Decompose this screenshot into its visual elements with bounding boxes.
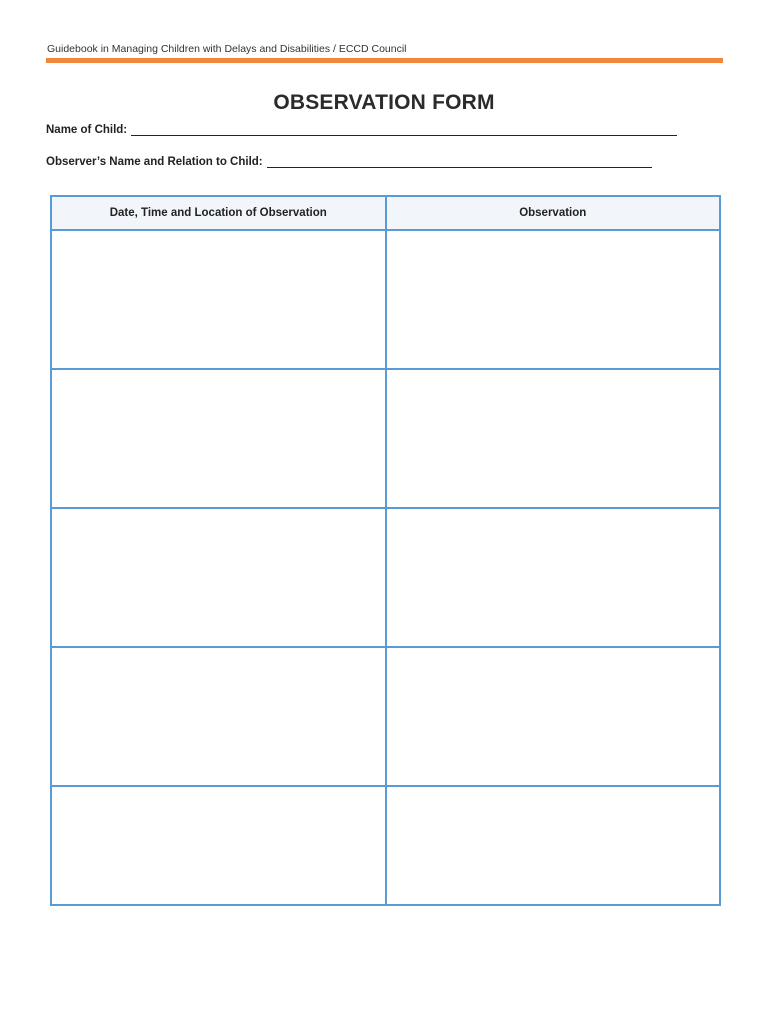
header-accent-rule (46, 58, 723, 63)
name-of-child-label: Name of Child: (46, 124, 128, 136)
date-time-location-cell[interactable] (51, 508, 386, 647)
observation-cell[interactable] (386, 647, 721, 786)
table-row (51, 508, 720, 647)
table-row (51, 647, 720, 786)
table-row (51, 786, 720, 905)
observer-label: Observer’s Name and Relation to Child: (46, 156, 263, 168)
column-header-date-time-location: Date, Time and Location of Observation (51, 196, 386, 230)
date-time-location-cell[interactable] (51, 230, 386, 369)
table-row (51, 369, 720, 508)
table-header-row (51, 196, 720, 230)
date-time-location-cell[interactable] (51, 369, 386, 508)
date-time-location-cell[interactable] (51, 647, 386, 786)
observation-cell[interactable] (386, 508, 721, 647)
observer-field (46, 156, 652, 168)
observation-cell[interactable] (386, 230, 721, 369)
running-header: Guidebook in Managing Children with Delays and Disabilities / ECCD Council (47, 43, 407, 55)
column-header-observation: Observation (386, 196, 721, 230)
observation-table (50, 195, 721, 906)
observation-cell[interactable] (386, 369, 721, 508)
observation-cell[interactable] (386, 786, 721, 905)
date-time-location-cell[interactable] (51, 786, 386, 905)
table-row (51, 230, 720, 369)
page-title: OBSERVATION FORM (273, 91, 495, 114)
name-of-child-blank-line[interactable] (131, 124, 677, 136)
observer-blank-line[interactable] (267, 156, 652, 168)
name-of-child-field (46, 124, 677, 136)
